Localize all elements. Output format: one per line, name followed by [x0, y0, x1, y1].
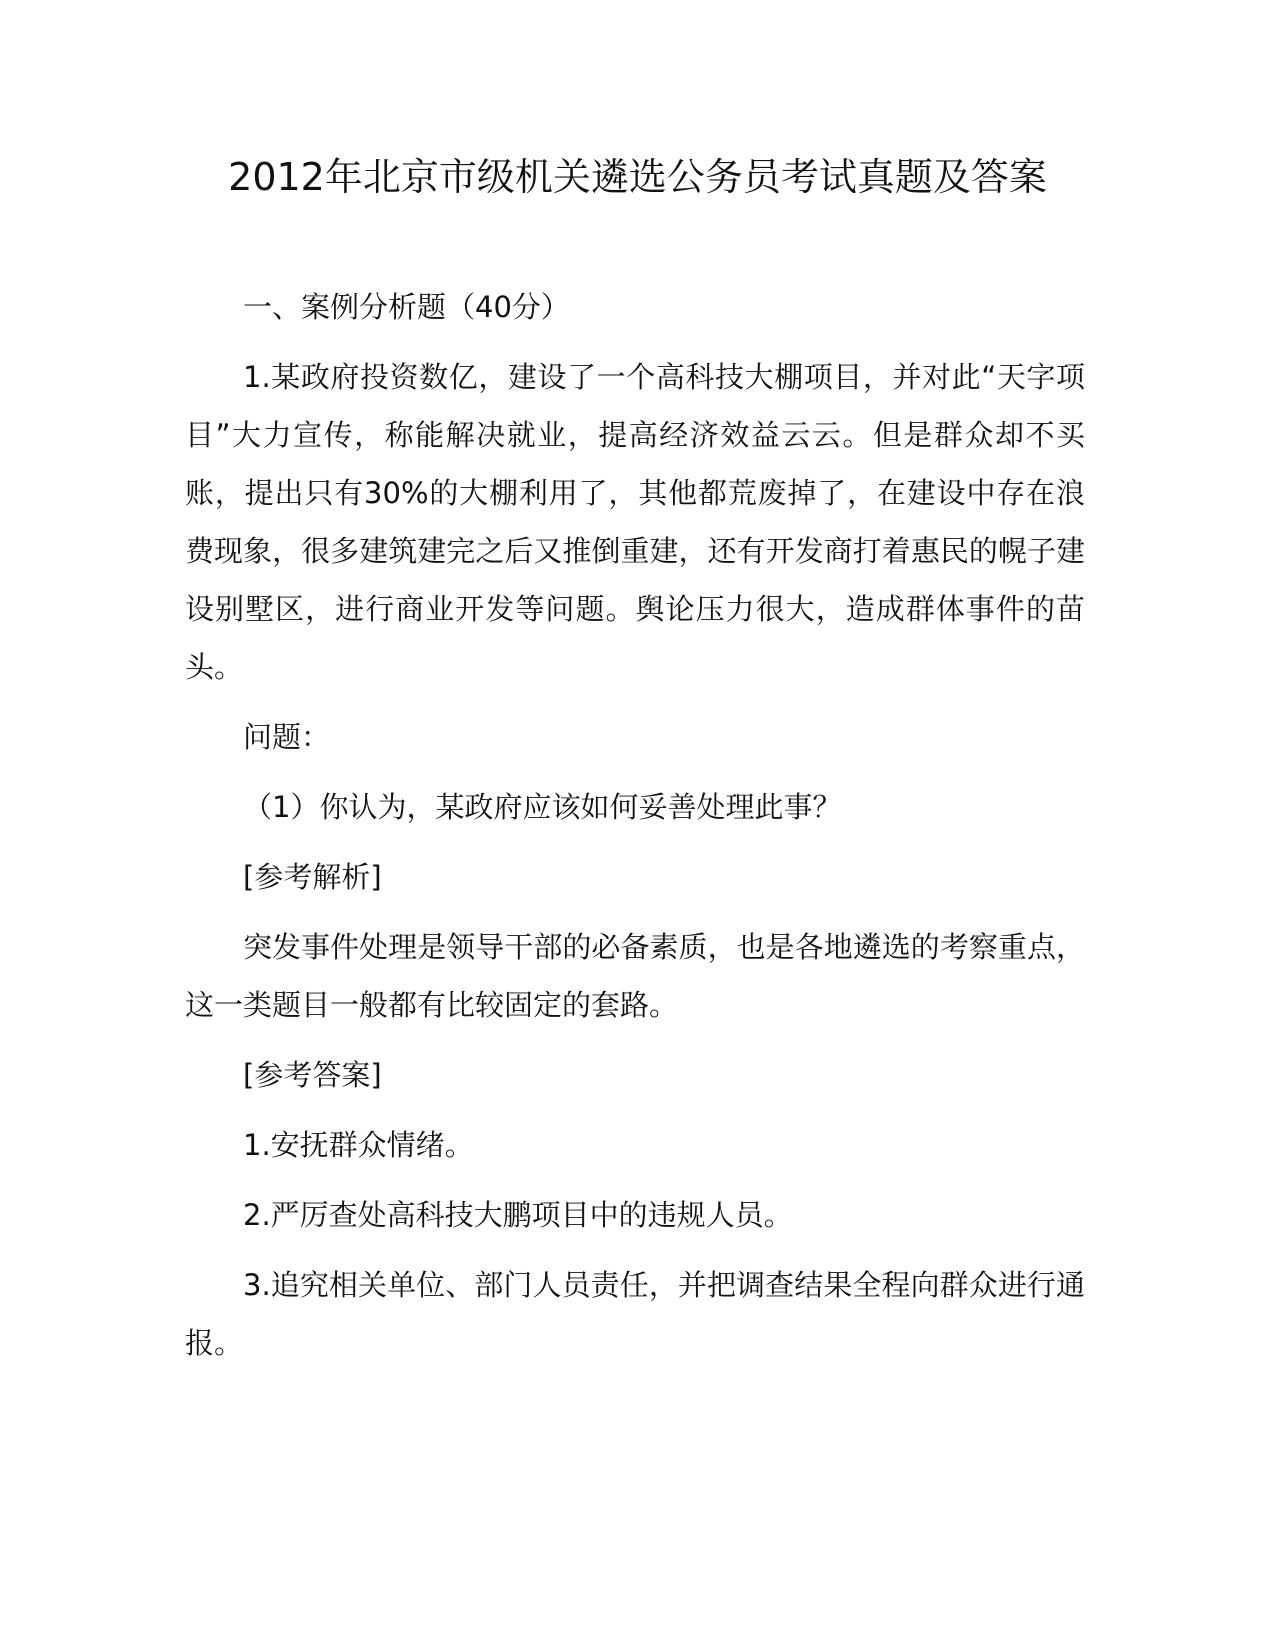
- document-title: 2012年北京市级机关遴选公务员考试真题及答案: [228, 155, 1047, 199]
- case-description: 1.某政府投资数亿，建设了一个高科技大棚项目，并对此“天字项目”大力宣传，称能解决就业，提高经济效益云云。但是群众却不买账，提出只有30%的大棚利用了，其他都荒废掉了，在建设中存在浪费现象，很多建筑建完之后又推倒重建，还有开发商打着惠民的幌子建设别墅区，进行商业开发等问题。舆论压力很大，造成群体事件的苗头。: [185, 360, 1085, 684]
- document-body: [185, 278, 1085, 1384]
- answer-item-2: 2.严厉查处高科技大鹏项目中的违规人员。: [243, 1198, 793, 1232]
- section-heading: 一、案例分析题（40分）: [243, 290, 570, 324]
- analysis-label: [参考解析]: [243, 860, 382, 894]
- answer-item-3: 3.追究相关单位、部门人员责任，并把调查结果全程向群众进行通报。: [185, 1268, 1085, 1360]
- answer-label: [参考答案]: [243, 1058, 382, 1092]
- question-label: 问题：: [243, 720, 331, 754]
- question-1: （1）你认为，某政府应该如何妥善处理此事？: [243, 790, 842, 824]
- analysis-text: 突发事件处理是领导干部的必备素质，也是各地遴选的考察重点，这一类题目一般都有比较固定的套路。: [185, 930, 1085, 1022]
- answer-item-1: 1.安抚群众情绪。: [243, 1128, 474, 1162]
